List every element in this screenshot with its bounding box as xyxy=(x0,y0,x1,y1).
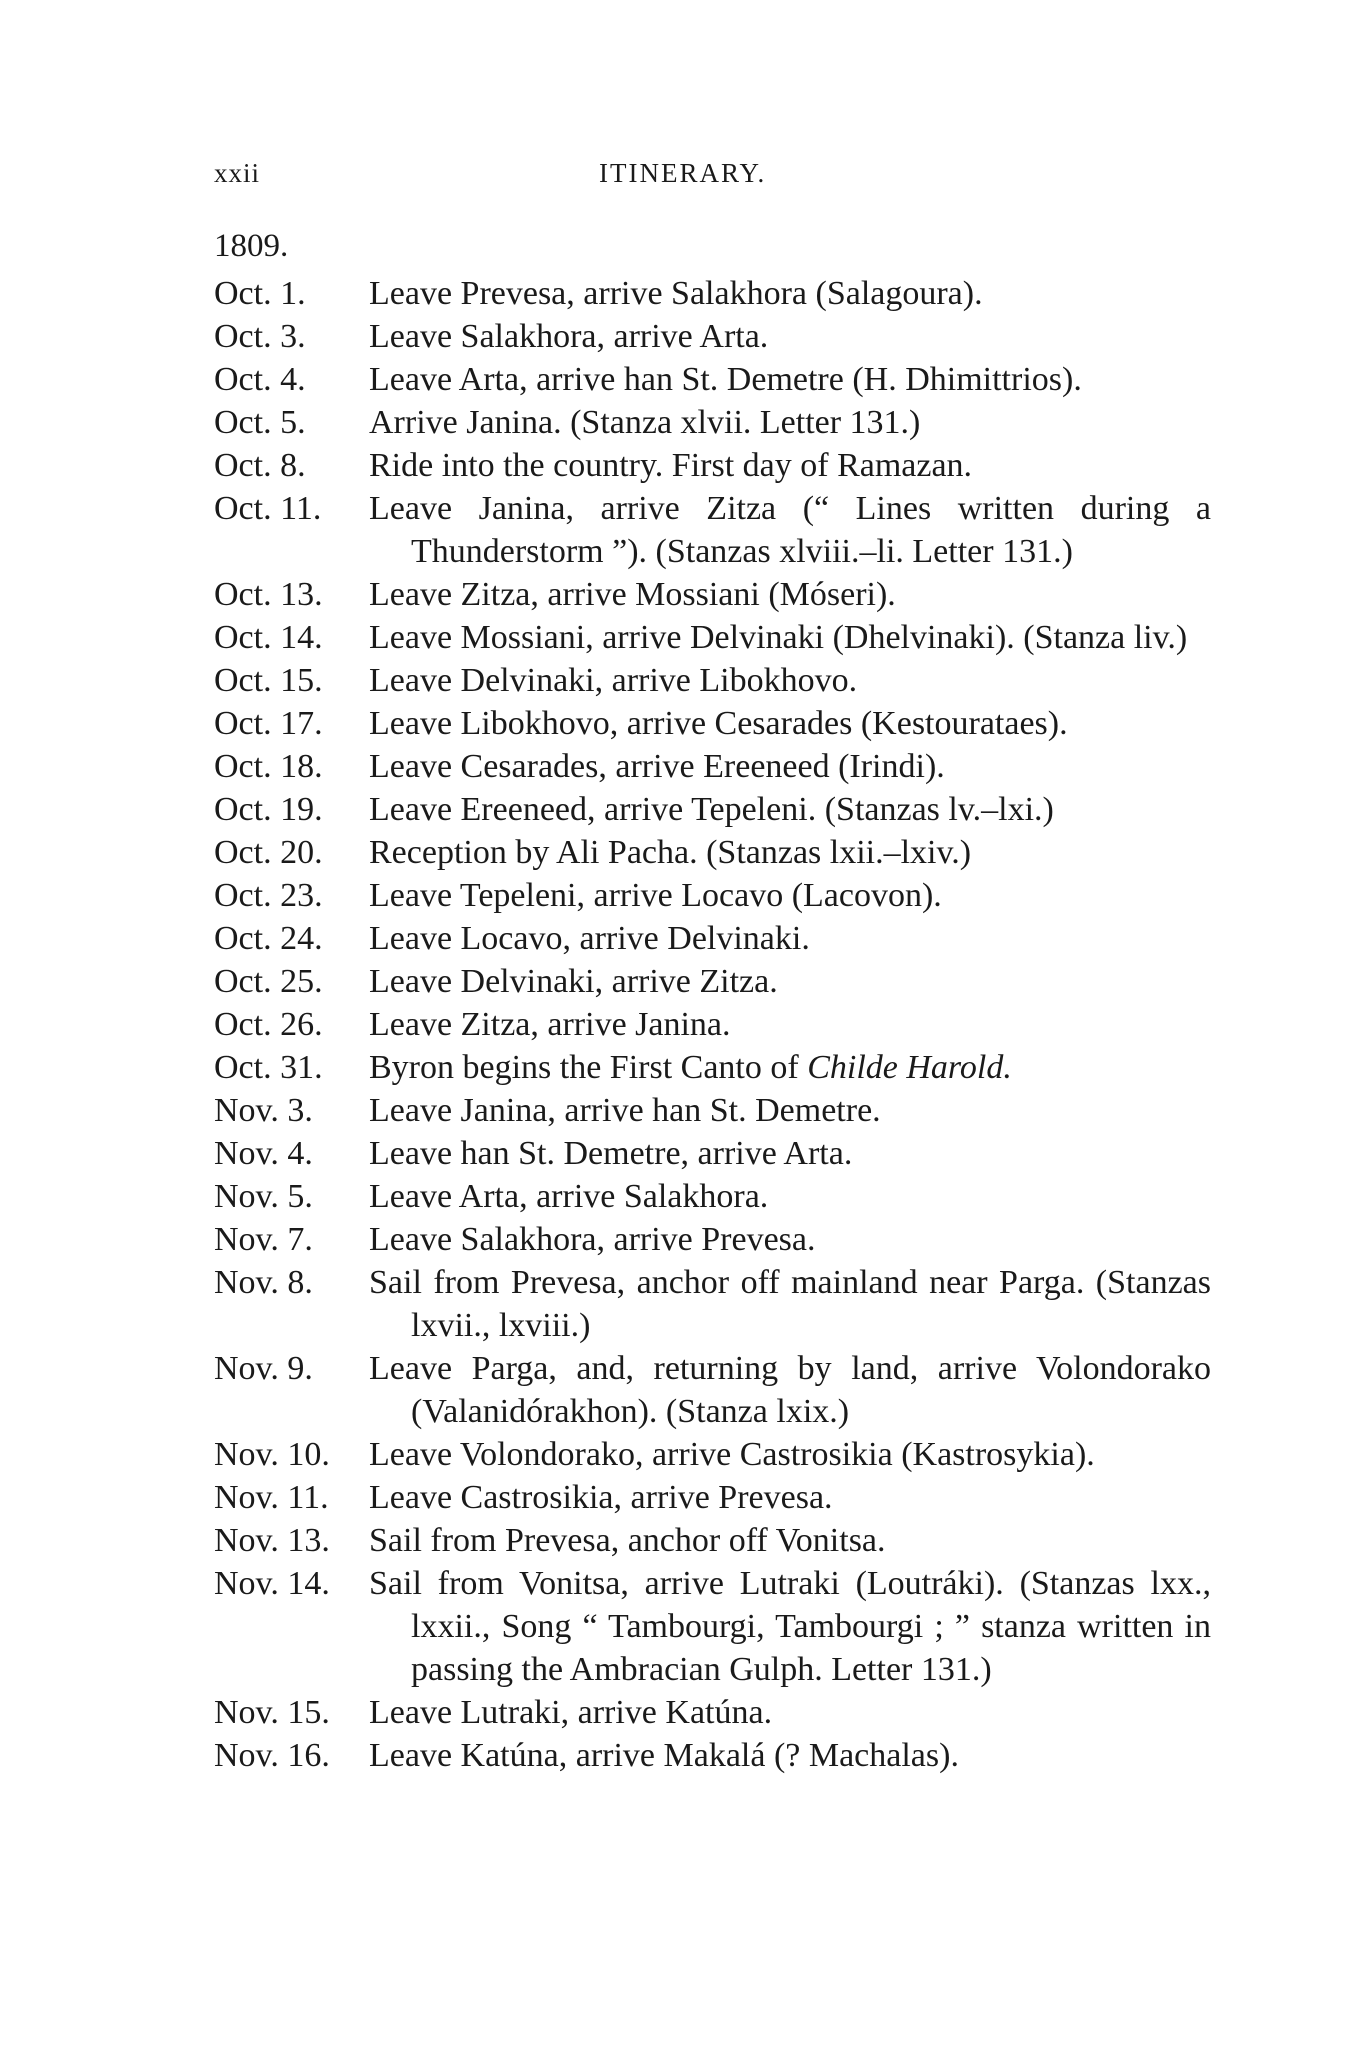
entry-date: Nov. 7. xyxy=(214,1221,313,1258)
itinerary-entry xyxy=(0,616,1362,659)
entry-text: Leave han St. Demetre, arrive Arta. xyxy=(369,1135,853,1172)
itinerary-entry xyxy=(0,1046,1362,1089)
entry-text: Leave Delvinaki, arrive Libokhovo. xyxy=(369,662,858,699)
entry-text: Sail from Prevesa, anchor off Vonitsa. xyxy=(369,1522,886,1559)
entry-date: Nov. 5. xyxy=(214,1178,313,1215)
itinerary-entry xyxy=(0,487,1362,573)
itinerary-entry xyxy=(0,659,1362,702)
page-header xyxy=(214,158,1164,198)
entry-date: Oct. 20. xyxy=(214,834,323,871)
entry-date: Nov. 4. xyxy=(214,1135,313,1172)
itinerary-entry xyxy=(0,1347,1362,1433)
entry-date: Oct. 19. xyxy=(214,791,323,828)
itinerary-entry xyxy=(0,1562,1362,1691)
itinerary-entry xyxy=(0,745,1362,788)
entry-date: Oct. 3. xyxy=(214,318,306,355)
entry-date: Oct. 31. xyxy=(214,1049,323,1086)
itinerary-entry xyxy=(0,1003,1362,1046)
entry-date: Oct. 4. xyxy=(214,361,306,398)
year-heading: 1809. xyxy=(214,228,289,264)
entry-date: Oct. 25. xyxy=(214,963,323,1000)
itinerary-entry xyxy=(0,358,1362,401)
entry-text-plain: Byron begins the First Canto of xyxy=(369,1049,808,1086)
itinerary-entry xyxy=(0,1476,1362,1519)
entry-date: Nov. 14. xyxy=(214,1565,330,1602)
entry-text: Leave Katúna, arrive Makalá (? Machalas). xyxy=(369,1737,959,1774)
entry-date: Oct. 13. xyxy=(214,576,323,613)
itinerary-list xyxy=(0,272,1362,1777)
running-head: ITINERARY. xyxy=(599,158,767,188)
itinerary-entry xyxy=(0,315,1362,358)
itinerary-entry xyxy=(0,401,1362,444)
entry-date: Oct. 8. xyxy=(214,447,306,484)
entry-text: Leave Tepeleni, arrive Locavo (Lacovon). xyxy=(369,877,942,914)
entry-text: Leave Libokhovo, arrive Cesarades (Kestourataes). xyxy=(369,705,1068,742)
entry-text: Leave Janina, arrive han St. Demetre. xyxy=(369,1092,881,1129)
itinerary-entry xyxy=(0,960,1362,1003)
entry-text: Leave Janina, arrive Zitza (“ Lines written during a Thunderstorm ”). (Stanzas xlviii.–li. Letter 131.) xyxy=(369,490,1211,570)
entry-date: Oct. 1. xyxy=(214,275,306,312)
itinerary-entry xyxy=(0,1519,1362,1562)
entry-text xyxy=(369,1046,1211,1089)
entry-text: Ride into the country. First day of Ramazan. xyxy=(369,447,973,484)
page-number: xxii xyxy=(214,158,261,188)
entry-text: Leave Volondorako, arrive Castrosikia (Kastrosykia). xyxy=(369,1436,1095,1473)
entry-date: Oct. 15. xyxy=(214,662,323,699)
entry-date: Nov. 9. xyxy=(214,1350,313,1387)
entry-text: Leave Ereeneed, arrive Tepeleni. (Stanzas lv.–lxi.) xyxy=(369,791,1054,828)
entry-date: Oct. 14. xyxy=(214,619,323,656)
itinerary-entry xyxy=(0,1132,1362,1175)
itinerary-entry xyxy=(0,1734,1362,1777)
entry-text: Leave Mossiani, arrive Delvinaki (Dhelvinaki). (Stanza liv.) xyxy=(369,619,1188,656)
entry-date: Nov. 15. xyxy=(214,1694,330,1731)
entry-date: Nov. 13. xyxy=(214,1522,330,1559)
entry-date: Oct. 26. xyxy=(214,1006,323,1043)
itinerary-entry xyxy=(0,788,1362,831)
entry-text: Sail from Vonitsa, arrive Lutraki (Loutráki). (Stanzas lxx., lxxii., Song “ Tambourgi, Tambourgi ; ” stanza written in passing the Ambracian Gulph. Letter 131.) xyxy=(369,1565,1211,1688)
entry-text: Leave Parga, and, returning by land, arrive Volondorako (Valanidórakhon). (Stanza lxix.) xyxy=(369,1350,1211,1430)
entry-date: Oct. 23. xyxy=(214,877,323,914)
itinerary-entry xyxy=(0,702,1362,745)
itinerary-entry xyxy=(0,1175,1362,1218)
entry-text: Leave Cesarades, arrive Ereeneed (Irindi). xyxy=(369,748,945,785)
itinerary-entry xyxy=(0,272,1362,315)
entry-text: Reception by Ali Pacha. (Stanzas lxii.–lxiv.) xyxy=(369,834,972,871)
itinerary-entry xyxy=(0,917,1362,960)
entry-date: Nov. 8. xyxy=(214,1264,313,1301)
entry-date: Oct. 5. xyxy=(214,404,306,441)
entry-text: Arrive Janina. (Stanza xlvii. Letter 131.) xyxy=(369,404,921,441)
entry-date: Nov. 11. xyxy=(214,1479,329,1516)
entry-text: Leave Salakhora, arrive Arta. xyxy=(369,318,769,355)
entry-date: Oct. 24. xyxy=(214,920,323,957)
itinerary-entry xyxy=(0,444,1362,487)
entry-date: Nov. 16. xyxy=(214,1737,330,1774)
entry-date: Oct. 11. xyxy=(214,490,322,527)
entry-text: Leave Castrosikia, arrive Prevesa. xyxy=(369,1479,833,1516)
entry-text: Leave Arta, arrive Salakhora. xyxy=(369,1178,769,1215)
itinerary-entry xyxy=(0,1218,1362,1261)
entry-text: Leave Salakhora, arrive Prevesa. xyxy=(369,1221,816,1258)
entry-date: Nov. 10. xyxy=(214,1436,330,1473)
entry-text: Leave Prevesa, arrive Salakhora (Salagoura). xyxy=(369,275,983,312)
itinerary-entry xyxy=(0,1691,1362,1734)
entry-date: Nov. 3. xyxy=(214,1092,313,1129)
entry-text: Leave Arta, arrive han St. Demetre (H. Dhimittrios). xyxy=(369,361,1082,398)
itinerary-entry xyxy=(0,573,1362,616)
entry-text: Sail from Prevesa, anchor off mainland near Parga. (Stanzas lxvii., lxviii.) xyxy=(369,1264,1211,1344)
entry-text: Leave Zitza, arrive Janina. xyxy=(369,1006,731,1043)
book-title: Childe Harold. xyxy=(807,1049,1012,1086)
entry-date: Oct. 17. xyxy=(214,705,323,742)
entry-text: Leave Lutraki, arrive Katúna. xyxy=(369,1694,773,1731)
itinerary-entry xyxy=(0,874,1362,917)
itinerary-entry xyxy=(0,1433,1362,1476)
entry-text: Leave Delvinaki, arrive Zitza. xyxy=(369,963,778,1000)
itinerary-entry xyxy=(0,1261,1362,1347)
entry-text: Leave Zitza, arrive Mossiani (Móseri). xyxy=(369,576,896,613)
itinerary-entry xyxy=(0,831,1362,874)
itinerary-entry xyxy=(0,1089,1362,1132)
entry-date: Oct. 18. xyxy=(214,748,323,785)
entry-text: Leave Locavo, arrive Delvinaki. xyxy=(369,920,810,957)
